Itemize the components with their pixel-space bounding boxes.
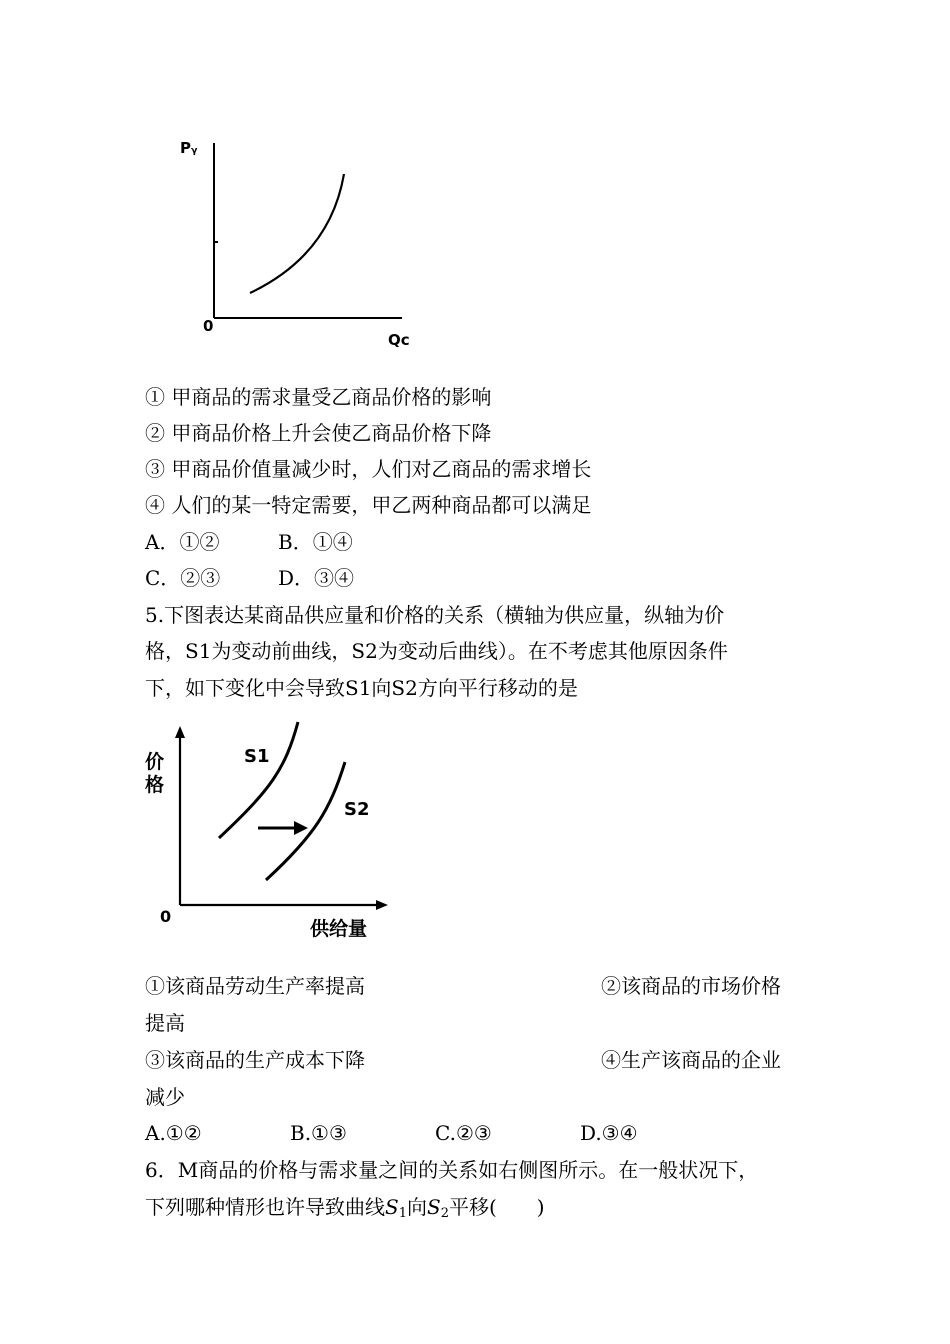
figure-2-s2-label: S2 [344,799,370,820]
q6-s2-letter: S [426,1195,441,1219]
figure-2-curve-s1 [219,722,298,838]
figure-2-s1-label: S1 [244,746,270,767]
q4-option-3: ③ 甲商品价值量减少时，人们对乙商品的需求增长 [145,457,592,481]
figure-2-y-label-2: 格 [145,774,165,796]
q5-answer-d: D.③④ [580,1121,638,1145]
q4-answer-a: A．①② [145,530,220,554]
q6-text-post: 平移( ) [448,1195,545,1219]
q5-option-2: ②该商品的市场价格 [601,974,781,998]
figure-2-y-label-1: 价 [145,751,165,773]
figure-1-curve [250,174,344,293]
q6-text-mid: 向 [406,1195,427,1219]
q6-text-pre: 下列哪种情形也许导致曲线 [145,1195,385,1219]
q5-answer-a: A.①② [145,1121,202,1145]
q4-answer-c: C．②③ [145,566,221,590]
figure-2-shift-arrow-head [294,821,308,835]
q5-stem-line-2: 格，S1为变动前曲线，S2为变动后曲线）。在不考虑其他原因条件 [145,639,728,663]
figure-1-y-label: Pᵧ [180,139,198,157]
figure-2-curve-s2 [266,762,345,880]
figure-1-origin: 0 [203,317,214,335]
figure-2-origin: 0 [160,907,172,926]
figure-2-y-arrow [175,726,185,738]
q5-answer-c: C.②③ [435,1121,492,1145]
q5-answer-b: B.①③ [290,1121,347,1145]
q6-stem-line-2 [145,1193,545,1228]
q5-option-3: ③该商品的生产成本下降 [145,1048,365,1072]
figure-1-x-label: Qc [388,331,410,349]
q4-option-2: ② 甲商品价格上升会使乙商品价格下降 [145,421,492,445]
q5-option-4-continued: 减少 [145,1085,185,1109]
q4-answer-b: B．①④ [278,530,353,554]
q5-stem-line-1: 5.下图表达某商品供应量和价格的关系（横轴为供应量，纵轴为价 [145,603,725,627]
q6-s1-letter: S [385,1195,399,1219]
q4-answer-d: D．③④ [278,566,355,590]
q5-option-4: ④生产该商品的企业 [601,1048,781,1072]
q6-s1-sub: 1 [398,1206,407,1221]
figure-2-x-label: 供给量 [310,918,368,940]
q4-option-4: ④ 人们的某一特定需要，甲乙两种商品都可以满足 [145,493,592,517]
q6-stem-line-1: 6．M商品的价格与需求量之间的关系如右侧图所示。在一般状况下， [145,1158,759,1182]
figure-2-x-arrow [376,900,388,910]
q5-option-1: ①该商品劳动生产率提高 [145,974,365,998]
q5-option-2-continued: 提高 [145,1011,185,1035]
q4-option-1: ① 甲商品的需求量受乙商品价格的影响 [145,385,492,409]
q5-stem-line-3: 下，如下变化中会导致S1向S2方向平行移动的是 [145,676,578,700]
q6-s2-sub: 2 [440,1206,449,1221]
